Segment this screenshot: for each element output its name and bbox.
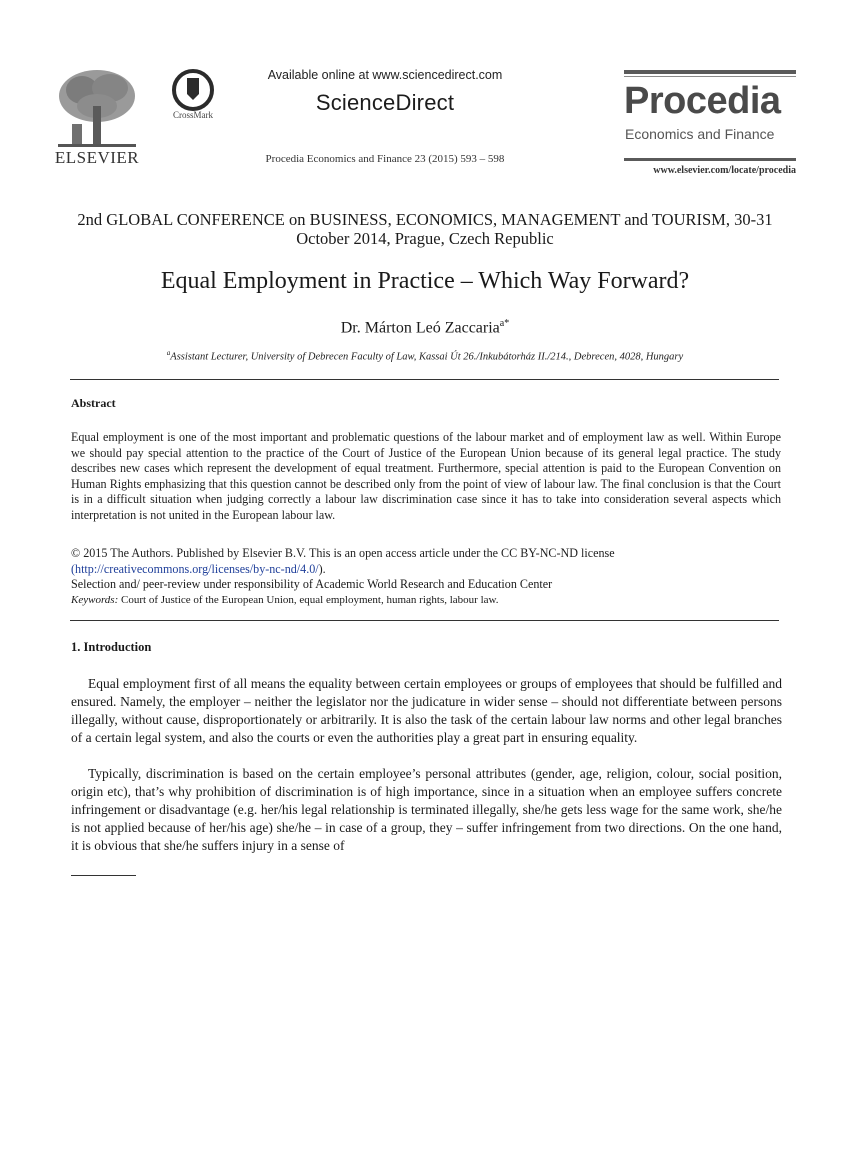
footnote-rule: [71, 875, 136, 876]
procedia-subtitle: Economics and Finance: [625, 126, 775, 142]
copyright-notice: [71, 546, 781, 577]
copyright-text: © 2015 The Authors. Published by Elsevier B.V. This is an open access article under the CC BY-NC-ND license: [71, 546, 615, 560]
keywords-label: Keywords:: [71, 594, 119, 606]
conference-line: 2nd GLOBAL CONFERENCE on BUSINESS, ECONOMICS, MANAGEMENT and TOURISM, 30-31 October 2014, Prague, Czech Republic: [77, 210, 773, 248]
procedia-bar-bottom: [624, 158, 796, 161]
procedia-url[interactable]: www.elsevier.com/locate/procedia: [653, 165, 796, 176]
intro-paragraph-1: Equal employment first of all means the equality between certain employees or groups of employees that should be fulfilled and ensured. Namely, the employer – neither the legislator nor the judicature in wider sense – should not differentiate between persons illegally, without cause, disproportionately or arbitrarily. It is also the task of the certain labour law norms and other legal branches of a certain legal system, and also the courts or even the authorities play a great part in ensuring equality.: [71, 676, 782, 745]
paper-title: Equal Employment in Practice – Which Way Forward?: [160, 268, 690, 294]
section-heading-introduction: 1. Introduction: [71, 640, 152, 654]
procedia-bar-top-thin: [624, 76, 796, 77]
license-close: ).: [318, 561, 326, 576]
procedia-logo: [624, 70, 796, 180]
author-marks: a*: [499, 318, 510, 329]
abstract-heading: Abstract: [71, 396, 116, 410]
author-line: [70, 318, 780, 337]
intro-paragraph-2: Typically, discrimination is based on the certain employee’s personal attributes (gender, age, religion, colour, social position, origin etc), that’s why prohibition of discrimination is of high importance, since in a situation when an employee suffers concrete infringement or disadvantage (e.g. her/his legal relationship is terminated illegally, she/he gets less wage for the same work, she/he is not applied because of her/his age) she/he – in case of a group, they – suffer infringement from two directions. On the one hand, it is obvious that she/he suffers injury in a sense of: [71, 766, 782, 853]
journal-reference: Procedia Economics and Finance 23 (2015) 593 – 598: [265, 153, 505, 165]
keywords-text: Court of Justice of the European Union, equal employment, human rights, labour law.: [118, 594, 499, 606]
procedia-bar-top: [624, 70, 796, 74]
crossmark-label: CrossMark: [173, 110, 213, 120]
affiliation-text: Assistant Lecturer, University of Debrecen Faculty of Law, Kassai Út 26./Inkubátorház II./214., Debrecen, 4028, Hungary: [170, 351, 684, 363]
license-link[interactable]: (http://creativecommons.org/licenses/by-nc-nd/4.0/: [71, 561, 319, 576]
available-online-text: Available online at www.sciencedirect.com: [267, 68, 503, 82]
abstract-body: Equal employment is one of the most important and problematic questions of the labour market and of employment law as well. Within Europe we should pay special attention to the practice of the Court of Justice of the European Union because of its general legal practice. The study describes new cases which represent the development of equal treatment. Furthermore, special attention is paid to the European Convention on Human Rights emphasizing that this question cannot be described only from the point of view of labour law. The final conclusion is that the Court is in a difficult situation when judging correctly a labour law discrimination case since it has to take into consideration several aspects which interpretation is not united in the European labour law.: [71, 430, 781, 522]
affiliation: [70, 349, 780, 363]
procedia-title: Procedia: [624, 80, 781, 122]
publisher-wordmark: ELSEVIER: [54, 148, 140, 167]
divider-bottom: [70, 620, 779, 621]
affiliation-mark: a: [166, 349, 171, 357]
divider-top: [70, 379, 779, 380]
keywords: [71, 593, 781, 607]
sciencedirect-wordmark[interactable]: ScienceDirect: [315, 90, 455, 115]
author-name: Dr. Márton Leó Zaccaria: [340, 319, 500, 337]
peer-review-note: Selection and/ peer-review under responsibility of Academic World Research and Education Center: [71, 577, 553, 591]
